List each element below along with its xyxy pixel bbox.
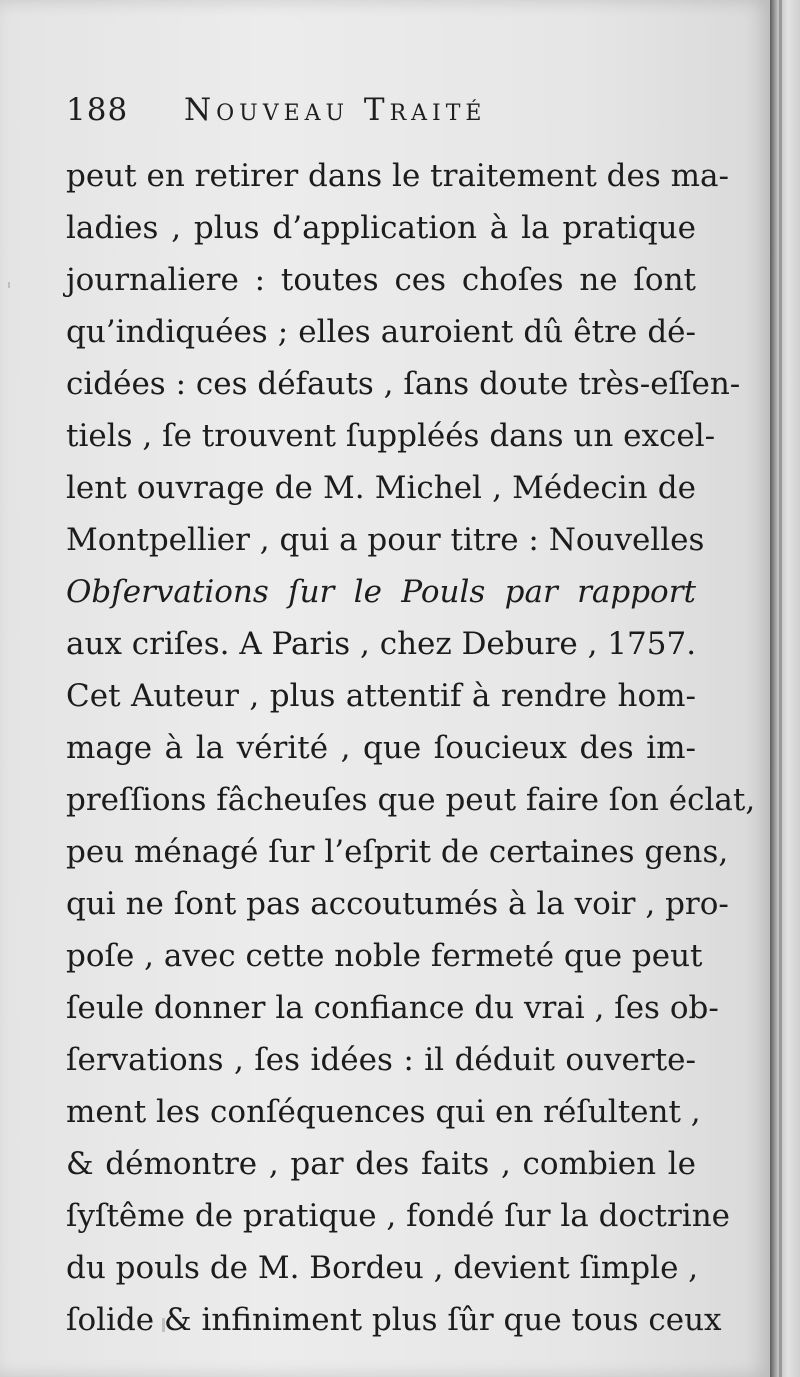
text-line: ſeule donner la confiance du vrai , ſes ob- <box>66 990 719 1026</box>
print-speck <box>8 282 10 288</box>
text-line: Obſervations ſur le Pouls par rapport <box>66 574 696 610</box>
text-line: du pouls de M. Bordeu , devient ſimple , <box>66 1250 699 1286</box>
body-text <box>66 150 756 1346</box>
text-line: tiels , ſe trouvent ſuppléés dans un excel- <box>66 418 716 454</box>
edge-line <box>779 0 782 1377</box>
text-line: poſe , avec cette noble fermeté que peut <box>66 938 703 974</box>
text-line: lent ouvrage de M. Michel , Médecin de <box>66 470 696 506</box>
text-line: Cet Auteur , plus attentif à rendre hom- <box>66 678 696 714</box>
text-line: mage à la vérité , que ſoucieux des im- <box>66 730 696 766</box>
text-line: peu ménagé ſur l’eſprit de certaines gens, <box>66 834 729 870</box>
text-line: ment les conſéquences qui en réſultent , <box>66 1094 701 1130</box>
text-line: peut en retirer dans le traitement des ma- <box>66 158 729 194</box>
text-line: Montpellier , qui a pour titre : Nouvelles <box>66 522 705 558</box>
text-line: & démontre , par des faits , combien le <box>66 1146 696 1182</box>
text-line: ladies , plus d’application à la pratique <box>66 210 696 246</box>
text-line: aux criſes. A Paris , chez Debure , 1757. <box>66 626 697 662</box>
page-number: 188 <box>66 92 129 128</box>
text-line: ſolide & infiniment plus ſûr que tous ceux <box>66 1302 722 1338</box>
book-edge <box>770 0 800 1377</box>
page-header <box>66 92 696 138</box>
print-speck <box>162 1318 165 1332</box>
text-line: cidées : ces défauts , ſans doute très-eſſen- <box>66 366 741 402</box>
text-line: qui ne ſont pas accoutumés à la voir , pro- <box>66 886 729 922</box>
running-title: Nouveau Traité <box>184 92 487 128</box>
text-line: qu’indiquées ; elles auroient dû être dé- <box>66 314 696 350</box>
text-line: journaliere : toutes ces choſes ne ſont <box>66 262 696 298</box>
text-line: preſſions fâcheuſes que peut faire ſon éclat, <box>66 782 756 818</box>
text-line: ſyſtême de pratique , fondé ſur la doctrine <box>66 1198 731 1234</box>
text-line: ſervations , ſes idées : il déduit ouverte- <box>66 1042 696 1078</box>
